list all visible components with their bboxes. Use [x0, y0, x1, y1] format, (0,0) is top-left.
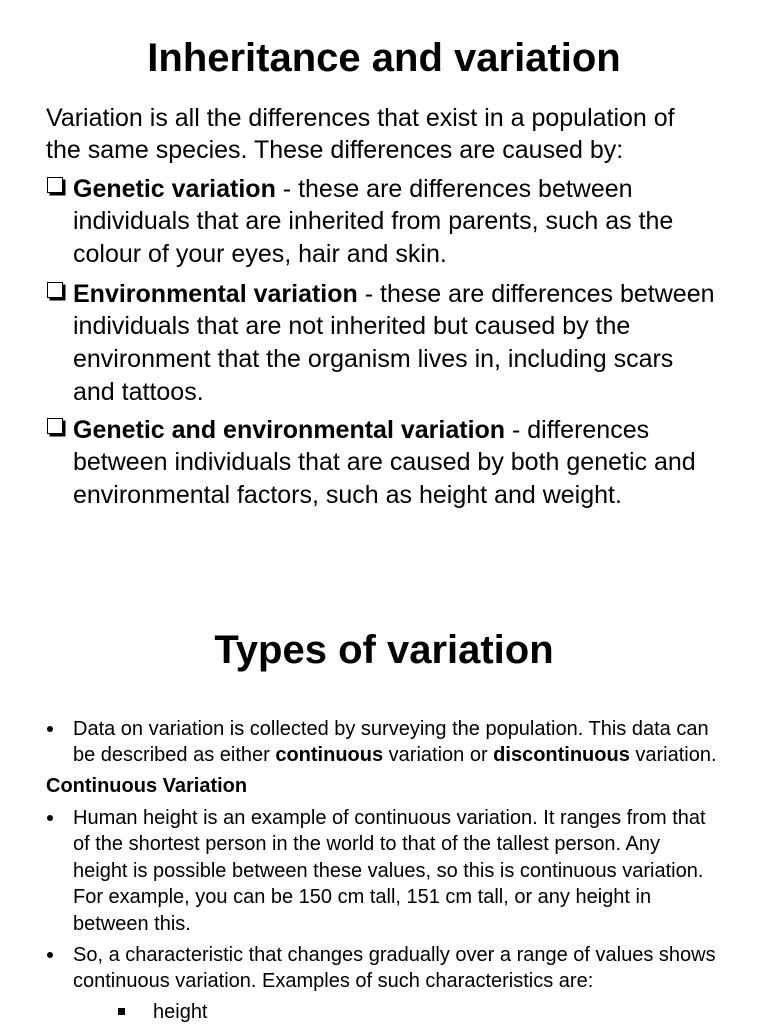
intro-paragraph [46, 102, 675, 167]
item-line: between individuals that are caused by both genetic and [73, 448, 696, 477]
term-label: Genetic and environmental variation [73, 415, 506, 444]
item-line: colour of your eyes, hair and skin. [73, 239, 447, 268]
checkbox-square-icon [47, 177, 63, 193]
slide-title: Inheritance and variation [147, 36, 621, 80]
bullet-dot-icon [47, 726, 53, 732]
bullet-line: height is possible between these values, so this is continuous variation. [73, 859, 704, 882]
intro-line: Variation is all the differences that exist in a population of [46, 103, 675, 132]
checkbox-square-icon [47, 282, 63, 298]
bullet-dot-icon [47, 815, 53, 821]
bullet-line: of the shortest person in the world to that of the tallest person. Any [73, 833, 661, 856]
emphasis-continuous: continuous [275, 744, 384, 767]
item-text: - differences [505, 415, 650, 444]
item-line: individuals that are inherited from parents, such as the [73, 207, 674, 236]
slide-title: Types of variation [214, 628, 554, 672]
sub-bullet-line: height [153, 1001, 208, 1023]
item-text: - these are differences between [357, 279, 715, 308]
bullet-line: continuous variation. Examples of such characteristics are: [73, 970, 594, 993]
text-segment: variation. [629, 744, 717, 767]
list-item-genetic-and-environmental-variation [73, 414, 696, 512]
bullet-line [73, 742, 717, 769]
bullet-line: Human height is an example of continuous variation. It ranges from that [73, 806, 706, 829]
item-line: and tattoos. [73, 377, 204, 406]
sub-bullet-item [153, 1000, 208, 1024]
section-heading: Continuous Variation [46, 774, 248, 797]
emphasis-discontinuous: discontinuous [493, 744, 630, 767]
bullet-item [73, 942, 716, 995]
bullet-line: between this. [73, 912, 191, 935]
item-first-line [73, 173, 673, 206]
term-label: Genetic variation [73, 174, 276, 203]
item-first-line [73, 414, 696, 447]
text-segment: variation or [383, 744, 494, 767]
bullet-line: So, a characteristic that changes gradually over a range of values shows [73, 943, 716, 966]
item-line: environment that the organism lives in, including scars [73, 344, 674, 373]
list-item-environmental-variation [73, 278, 715, 409]
term-label: Environmental variation [73, 279, 358, 308]
square-bullet-icon [118, 1008, 125, 1015]
item-text: - these are differences between [275, 174, 633, 203]
bullet-dot-icon [47, 952, 53, 958]
bullet-item [73, 716, 717, 769]
intro-line: the same species. These differences are caused by: [46, 136, 624, 165]
text-segment: be described as either [73, 744, 276, 767]
bullet-line: Data on variation is collected by surveying the population. This data can [73, 717, 709, 740]
item-first-line [73, 278, 715, 311]
checkbox-square-icon [47, 418, 63, 434]
item-line: environmental factors, such as height and weight. [73, 480, 622, 509]
bullet-item [73, 805, 706, 938]
list-item-genetic-variation [73, 173, 673, 271]
bullet-line: For example, you can be 150 cm tall, 151 cm tall, or any height in [73, 886, 652, 909]
item-line: individuals that are not inherited but caused by the [73, 312, 631, 341]
